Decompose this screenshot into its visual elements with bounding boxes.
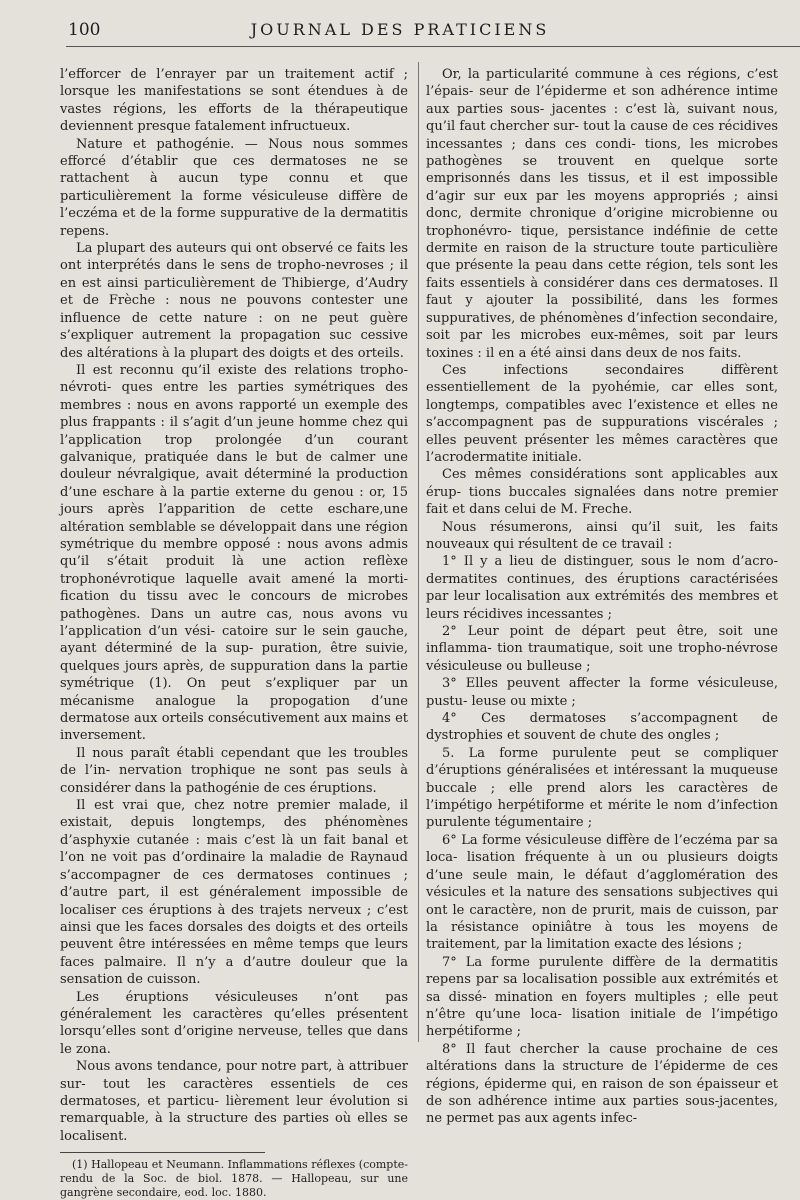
paragraph: Or, la particularité commune à ces régions, c’est l’épais- seur de l’épiderme et son adhérence intime aux parties sous- jacentes : c’est là, suivant nous, qu’il faut chercher sur- tout la cause de ces récidives incessantes ; dans ces condi- tions, les microbes pathogènes se trouvent en quelque sorte emprisonnés dans les tissus, et il est impossible d’agir sur eux par les moyens appropriés ; ainsi donc, dermite chronique d’origine microbienne ou trophonévro- tique, persistance indéfinie de cette dermite en raison de la structure toute particulière que présente la peau dans cette région, tels sont les faits essentiels à considérer dans ces dermatoses. Il faut y ajouter la possibilité, dans les formes suppuratives, de phénomènes d’infection secondaire, soit par les microbes eux-mêmes, soit par leurs toxines : il en a été ainsi dans deux de nos faits.	[426, 67, 778, 361]
list-item: 1° Il y a lieu de distinguer, sous le nom d’acro-dermatites continues, des éruptions caractérisées par leur localisation aux extrémités des membres et leurs récidives incessantes ;	[426, 554, 778, 622]
paragraph: Il nous paraît établi cependant que les troubles de l’in- nervation trophique ne sont pas seuls à considérer dans la pathogénie de ces éruptions.	[60, 745, 408, 796]
page-header	[0, 0, 800, 54]
paragraph: Il est reconnu qu’il existe des relations tropho-névroti- ques entre les parties symétriques des membres : nous en avons rapporté un exemple des plus frappants : il s’agit d’un jeune homme chez qui l’application trop prolongée d’un courant galvanique, pratiquée dans le but de calmer une douleur névralgique, avait déterminé la production d’une eschare à la partie externe du genou : or, 15 jours après l’apparition de cette eschare,une altération semblable se développait dans une région symétrique du membre opposé : nous avons admis qu’il s’était produit là une action reflèxe trophonévrotique laquelle avait amené la morti- fication du tissu avec le concours de microbes pathogènes. Dans un autre cas, nous avons vu l’application d’un vési- catoire sur le sein gauche, ayant déterminé de la sup- puration, être suivie, quelques jours après, de suppuration dans la partie symétrique (1). On peut s’expliquer par un mécanisme analogue la propogation d’une dermatose aux orteils consécutivement aux mains et inversement.	[60, 362, 408, 744]
journal-title: JOURNAL DES PRATICIENS	[250, 20, 550, 39]
paragraph: Nature et pathogénie. — Nous nous sommes efforcé d’établir que ces dermatoses ne se rattachent à aucun type connu et que particulièrement la forme vésiculeuse diffère de l’eczéma et de la forme suppurative de la dermatitis repens.	[60, 136, 408, 239]
list-item: 7° La forme purulente diffère de la dermatitis repens par sa localisation possible aux extrémités et sa dissé- mination en foyers multiples ; elle peut n’être qu’une loca- lisation initiale de l’impétigo herpétiforme ;	[426, 954, 778, 1040]
paragraph: Nous résumerons, ainsi qu’il suit, les faits nouveaux qui résultent de ce travail :	[426, 519, 778, 552]
paragraph: La plupart des auteurs qui ont observé ce faits les ont interprétés dans le sens de tropho-nevroses ; il en est ainsi particulièrement de Thibierge, d’Audry et de Frèche : nous ne pouvons contester une influence de cette nature : on ne peut guère s’expliquer autrement la propagation suc cessive des altérations à la plupart des doigts et des orteils.	[60, 241, 408, 361]
list-item: 5. La forme purulente peut se compliquer d’éruptions généralisées et intéressant la muqueuse buccale ; elle prend alors les caractères de l’impétigo herpétiforme et mérite le nom d’infection purulente tégumentaire ;	[426, 745, 778, 831]
paragraph: Ces mêmes considérations sont applicables aux érup- tions buccales signalées dans notre premier fait et dans celui de M. Freche.	[426, 467, 778, 518]
right-column	[426, 66, 778, 1128]
paragraph: Les éruptions vésiculeuses n’ont pas généralement les caractères qu’elles présentent lorsqu’elles sont d’origine nerveuse, telles que dans le zona.	[60, 989, 408, 1057]
column-divider	[418, 62, 419, 1042]
list-item: 6° La forme vésiculeuse diffère de l’eczéma par sa loca- lisation fréquente à un ou plusieurs doigts d’une seule main, le défaut d’agglomération des vésicules et la nature des sensations subjectives qui ont le caractère, non de prurit, mais de cuisson, par la résistance opiniâtre à tous les moyens de traitement, par la limitation exacte des lésions ;	[426, 832, 778, 953]
paragraph: Nous avons tendance, pour notre part, à attribuer sur- tout les caractères essentiels de ces dermatoses, et particu- lièrement leur évolution si remarquable, à la structure des parties où elles se localisent.	[60, 1059, 408, 1144]
paragraph: Ces infections secondaires diffèrent essentiellement de la pyohémie, car elles sont, longtemps, compatibles avec l’existence et elles ne s’accompagnent pas de suppurations viscérales ; elles peuvent présenter les mêmes caractères que l’acrodermatite initiale.	[426, 362, 778, 465]
paragraph: Il est vrai que, chez notre premier malade, il existait, depuis longtemps, des phénomènes d’asphyxie cutanée : mais c’est là un fait banal et l’on ne voit pas d’ordinaire la maladie de Raynaud s’accompagner de ces dermatoses continues ; d’autre part, il est généralement impossible de localiser ces éruptions à des trajets nerveux ; c’est ainsi que les faces dorsales des doigts et des orteils peuvent être intéressées en même temps que leurs faces palmaire. Il n’y a d’autre douleur que la sensation de cuisson.	[60, 798, 408, 988]
list-item: 8° Il faut chercher la cause prochaine de ces altérations dans la structure de l’épiderme de ces régions, épiderme qui, en raison de son épaisseur et de son adhérence intime aux parties sous-jacentes, ne permet pas aux agents infec-	[426, 1041, 778, 1127]
list-item: 2° Leur point de départ peut être, soit une inflamma- tion traumatique, soit une tropho-névrose vésiculeuse ou bulleuse ;	[426, 624, 778, 674]
page-number: 100	[68, 20, 101, 40]
list-item: 3° Elles peuvent affecter la forme vésiculeuse, pustu- leuse ou mixte ;	[426, 676, 778, 709]
header-rule	[66, 46, 800, 47]
footnote: (1) Hallopeau et Neumann. Inflammations réflexes (compte- rendu de la Soc. de biol. 1878. — Hallopeau, sur une gangrène secondaire, eod. loc. 1880.	[60, 1158, 408, 1200]
list-item: 4° Ces dermatoses s’accompagnent de dystrophies et souvent de chute des ongles ;	[426, 711, 778, 744]
paragraph: l’efforcer de l’enrayer par un traitement actif ; lorsque les manifestations se sont étendues à de vastes régions, les efforts de la thérapeutique deviennent presque fatalement infructueux.	[60, 67, 408, 135]
left-column	[60, 66, 408, 1200]
footnote-rule	[60, 1152, 265, 1153]
